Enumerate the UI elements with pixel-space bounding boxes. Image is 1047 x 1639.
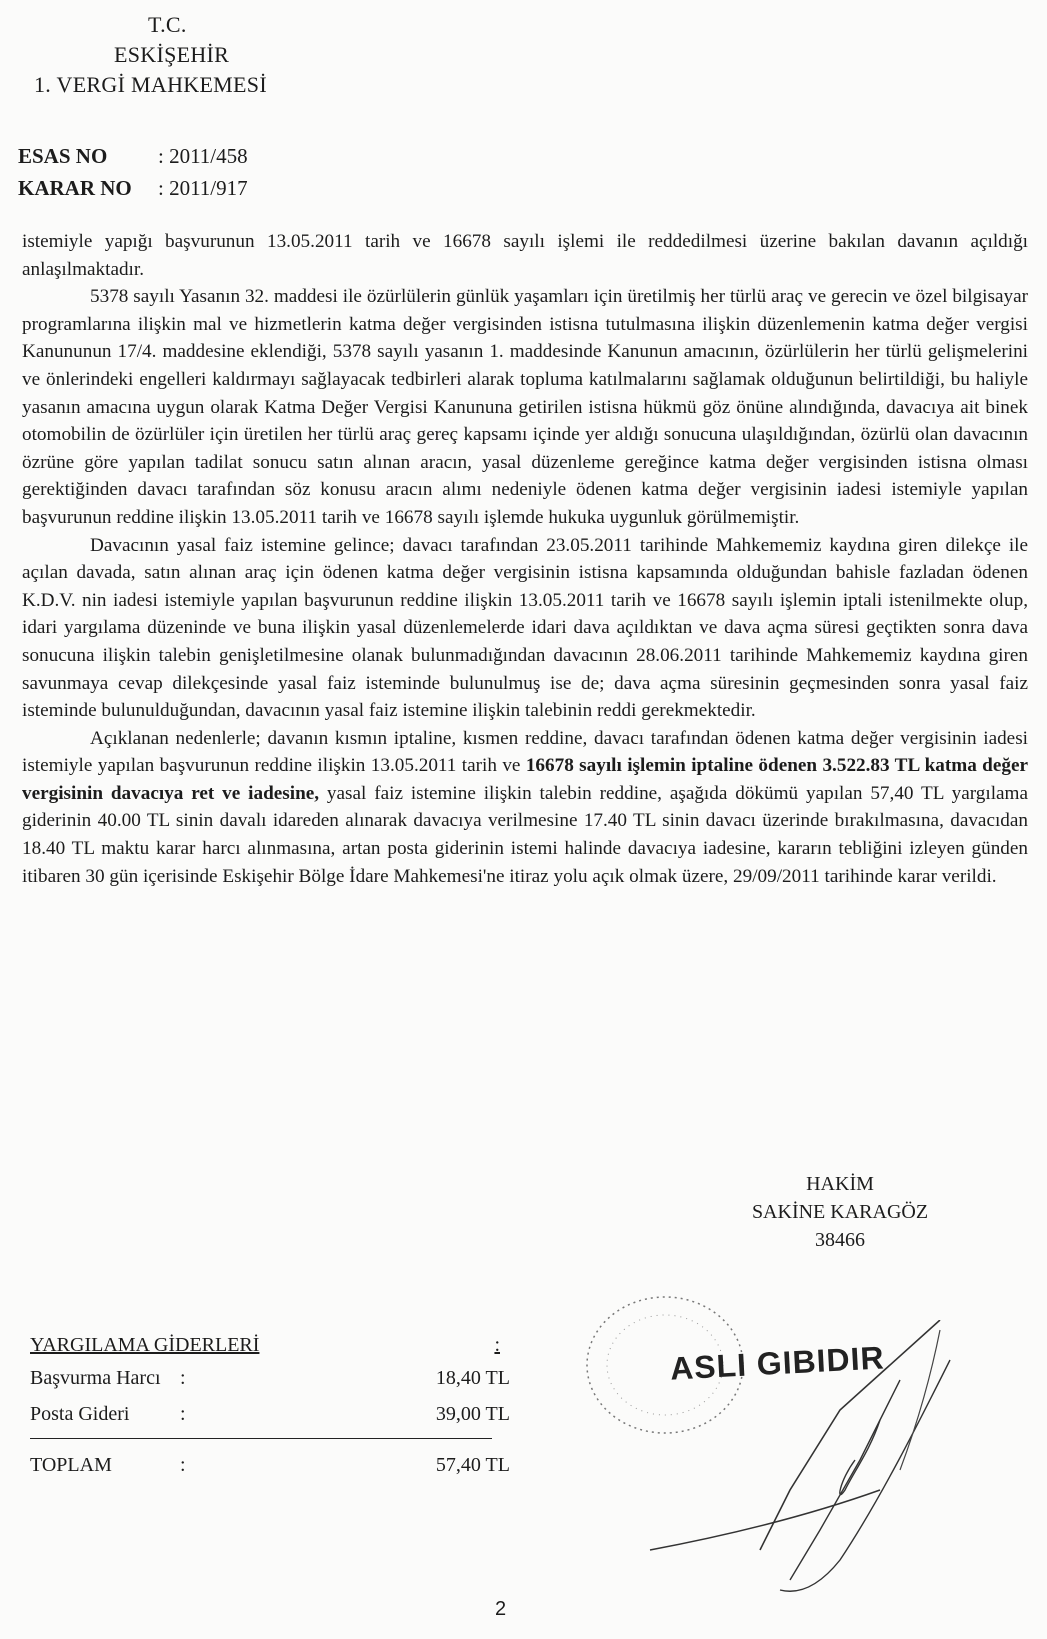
cost-amount: 18,40 TL [435, 1367, 510, 1389]
cost-amount: 39,00 TL [435, 1403, 510, 1425]
header-city: ESKİŞEHİR [114, 42, 230, 67]
judge-name: SAKİNE KARAGÖZ [751, 1201, 929, 1223]
esas-label: ESAS NO [18, 144, 108, 168]
esas-value: : 2011/458 [158, 144, 248, 168]
judge-number: 38466 [815, 1229, 865, 1251]
costs-divider [30, 1438, 492, 1439]
judge-title: HAKİM [806, 1173, 874, 1195]
page-number: 2 [495, 1598, 507, 1620]
cost-colon: : [180, 1367, 186, 1389]
cost-name: Posta Gideri [30, 1403, 130, 1425]
costs-table [30, 1330, 530, 1483]
highlighted-ruling: 16678 sayılı işlemin iptaline ödenen 3.522.83 TL katma değer vergisinin davacıya ret ve iadesine, [22, 755, 1028, 804]
cost-row [30, 1360, 530, 1396]
cost-total-row [30, 1447, 530, 1483]
total-colon: : [180, 1454, 186, 1476]
cost-name: Başvurma Harcı [30, 1367, 161, 1389]
paragraph: 5378 sayılı Yasanın 32. maddesi ile özürlülerin günlük yaşamları için üretilmiş her türlü araç ve gerecin ve özel bilgisayar programlarına ilişkin mal ve hizmetlerin katma değer vergisinden istisna tutulmasına ilişkin düzenlemenin katma değer vergisi Kanununun 17/4. maddesine eklendiği, 5378 sayılı yasanın 1. maddesinde Kanunun amacının, özürlülerin her türlü gelişmelerini ve önlerindeki engelleri kaldırmayı sağlayacak tedbirleri alarak topluma katılmalarını sağlamak olduğunun belirtildiği, bu haliyle yasanın amacına uygun olarak Katma Değer Vergisi Kanununa getirilen istisna hükmü göz önüne alındığında, davacıya ait binek otomobilin de özürlüler için üretilen her türlü araç gereç kapsamı içinde yer aldığı sonucuna ulaşıldığından, özürlü olan davacının özrüne göre yapılan tadilat sonucu satın alınan aracın, yasal düzenleme gereğince katma değer vergisinden istisna olması gerektiğinden davacı tarafından söz konusu aracın alımı nedeniyle ödenen katma değer vergisinin iadesi istemiyle yapılan başvurunun reddine ilişkin 13.05.2011 tarih ve 16678 sayılı işlemde hukuka uygunluk görülmemiştir. [22, 286, 1028, 528]
certified-copy-stamp: ASLI GIBIDIR [669, 1339, 886, 1387]
cost-colon: : [180, 1403, 186, 1425]
final-part2: yasal faiz istemine ilişkin talebin reddine, aşağıda dökümü yapılan 57,40 TL yargılama giderinin 40.00 TL sinin davalı idareden alınarak davacıya verilmesine 17.40 TL sinin davacı üzerinde bırakılmasına, davacıdan 18.40 TL maktu karar harcı alınmasına, artan posta giderinin istemi halinde davacıya iadesine, kararın tebliğini izleyen günden itibaren 30 gün içerisinde Eskişehir Bölge İdare Mahkemesi'ne itiraz yolu açık olmak üzere, 29/09/2011 tarihinde karar verildi. [22, 782, 1028, 887]
final-paragraph [22, 725, 1028, 891]
judge-block [740, 1170, 940, 1254]
total-label: TOPLAM [30, 1454, 112, 1476]
final-part1: Açıklanan nedenlerle; davanın kısmın iptaline, kısmen reddine, davacı tarafından ödenen katma değer vergisinin iadesi istemiyle yapılan başvurunun reddine ilişkin 13.05.2011 tarih ve [22, 727, 1028, 777]
case-references [18, 140, 248, 204]
signature-icon [640, 1320, 960, 1600]
costs-title: YARGILAMA GİDERLERİ [30, 1334, 260, 1356]
costs-title-colon: : [494, 1334, 500, 1356]
header-tc: T.C. [148, 12, 187, 37]
paragraph: istemiyle yapığı başvurunun 13.05.2011 tarih ve 16678 sayılı işlemi ile reddedilmesi üzerine bakılan davanın açıldığı anlaşılmaktadır. [22, 231, 1028, 280]
cost-row [30, 1396, 530, 1432]
karar-label: KARAR NO [18, 176, 132, 200]
header-court: 1. VERGİ MAHKEMESİ [34, 72, 267, 97]
decision-body [22, 228, 1028, 890]
court-header [22, 10, 322, 100]
paragraph: Davacının yasal faiz istemine gelince; davacı tarafından 23.05.2011 tarihinde Mahkememiz kaydına giren dilekçe ile açılan davada, satın alınan araç için ödenen katma değer vergisinin istisna kapsamında olduğundan bahisle fazladan ödenen K.D.V. nin iadesi istemiyle yapılan başvurunun reddine ilişkin 13.05.2011 tarih ve 16678 sayılı işlemin iptali istenilmekte olup, idari yargılama düzeninde ve buna ilişkin yasal düzenlemelerde idari dava açıldıktan ve dava açma süresi geçtikten sonra dava sonucuna ilişkin talebin genişletilmesine olanak bulunmadığından davacının 28.06.2011 tarihinde Mahkememiz kaydına giren savunmaya cevap dilekçesinde yasal faiz isteminde bulunulmuş ise de; dava açma süresinin geçmesinden sonra yasal faiz isteminde bulunulduğundan, davacının yasal faiz istemine ilişkin talebinin reddi gerekmektedir. [22, 534, 1028, 722]
karar-value: : 2011/917 [158, 176, 248, 200]
total-amount: 57,40 TL [435, 1454, 510, 1476]
